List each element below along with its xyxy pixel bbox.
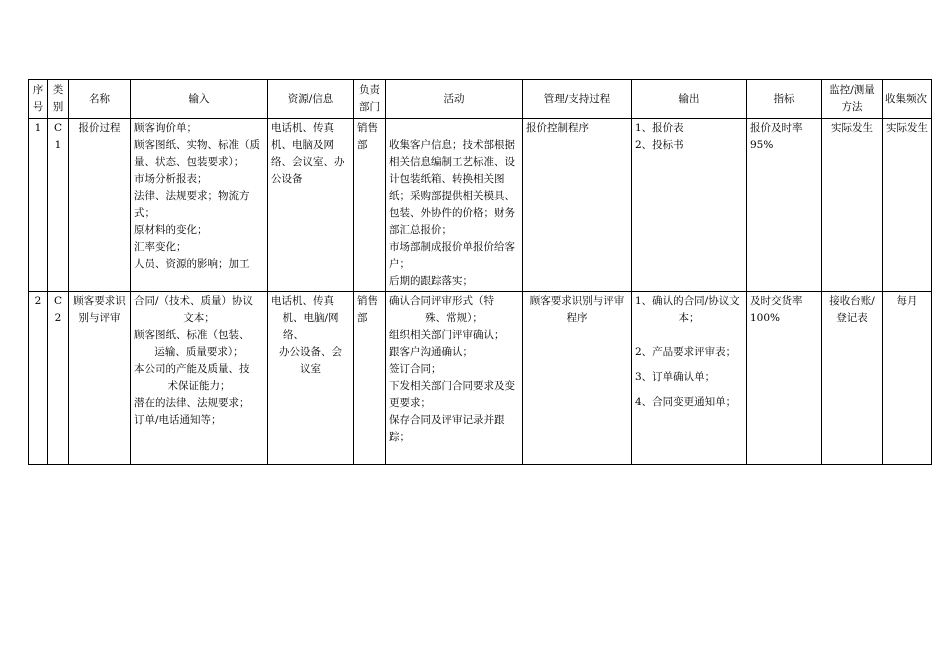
header-activity: 活动 [386,80,523,119]
row2-seq: 2 [29,292,48,465]
header-name: 名称 [69,80,131,119]
row2-name: 顾客要求识别与评审 [69,292,131,465]
row2-input: 合同/（技术、质量）协议 文本； 顾客图纸、标准（包装、 运输、质量要求）； 本公司的产能及质量、技 术保证能力； 潜在的法律、法规要求； 订单/电话通知等； [131,292,268,465]
row1-indicator: 报价及时率 95% [747,119,822,292]
header-input: 输入 [131,80,268,119]
row1-name: 报价过程 [69,119,131,292]
header-row [29,80,932,119]
row1-seq: 1 [29,119,48,292]
row1-dept: 销售部 [354,119,386,292]
header-category: 类别 [48,80,69,119]
row1-activity: 收集客户信息；技术部根据相关信息编制工艺标准、设计包装纸箱、转换相关图纸；采购部提供相关模具、包装、外协件的价格；财务部汇总报价； 市场部制成报价单报价给客户； 后期的跟踪落实； [386,119,523,292]
table-row [29,292,932,465]
header-monitor: 监控/测量方法 [822,80,883,119]
header-resources: 资源/信息 [268,80,354,119]
row2-monitor: 接收台账/登记表 [822,292,883,465]
header-dept: 负责部门 [354,80,386,119]
row2-activity: 确认合同评审形式（特 殊、常规）； 组织相关部门评审确认； 跟客户沟通确认； 签订合同； 下发相关部门合同要求及变更要求； 保存合同及评审记录并跟踪； [386,292,523,465]
row2-output: 1、确认的合同/协议文 本； 2、产品要求评审表； 3、订单确认单； 4、合同变更通知单； [632,292,747,465]
row1-category: C1 [48,119,69,292]
header-mgmt: 管理/支持过程 [523,80,632,119]
process-table [28,79,932,465]
header-indicator: 指标 [747,80,822,119]
row2-resources: 电话机、传真 机、电脑/网 络、 办公设备、会 议室 [268,292,354,465]
row2-category: C2 [48,292,69,465]
row2-indicator: 及时交货率 100% [747,292,822,465]
row2-mgmt: 顾客要求识别与评审程序 [523,292,632,465]
row1-input: 顾客询价单； 顾客图纸、实物、标准（质量、状态、包装要求）； 市场分析报表； 法律、法规要求；物流方式； 原材料的变化； 汇率变化； 人员、资源的影响；加工 [131,119,268,292]
row1-monitor: 实际发生 [822,119,883,292]
header-output: 输出 [632,80,747,119]
row2-frequency: 每月 [883,292,932,465]
header-seq: 序号 [29,80,48,119]
header-frequency: 收集频次 [883,80,932,119]
row2-dept: 销售部 [354,292,386,465]
row1-mgmt: 报价控制程序 [523,119,632,292]
row1-frequency: 实际发生 [883,119,932,292]
table-row [29,119,932,292]
row1-resources: 电话机、传真机、电脑及网络、会议室、办公设备 [268,119,354,292]
row1-output: 1、报价表 2、投标书 [632,119,747,292]
